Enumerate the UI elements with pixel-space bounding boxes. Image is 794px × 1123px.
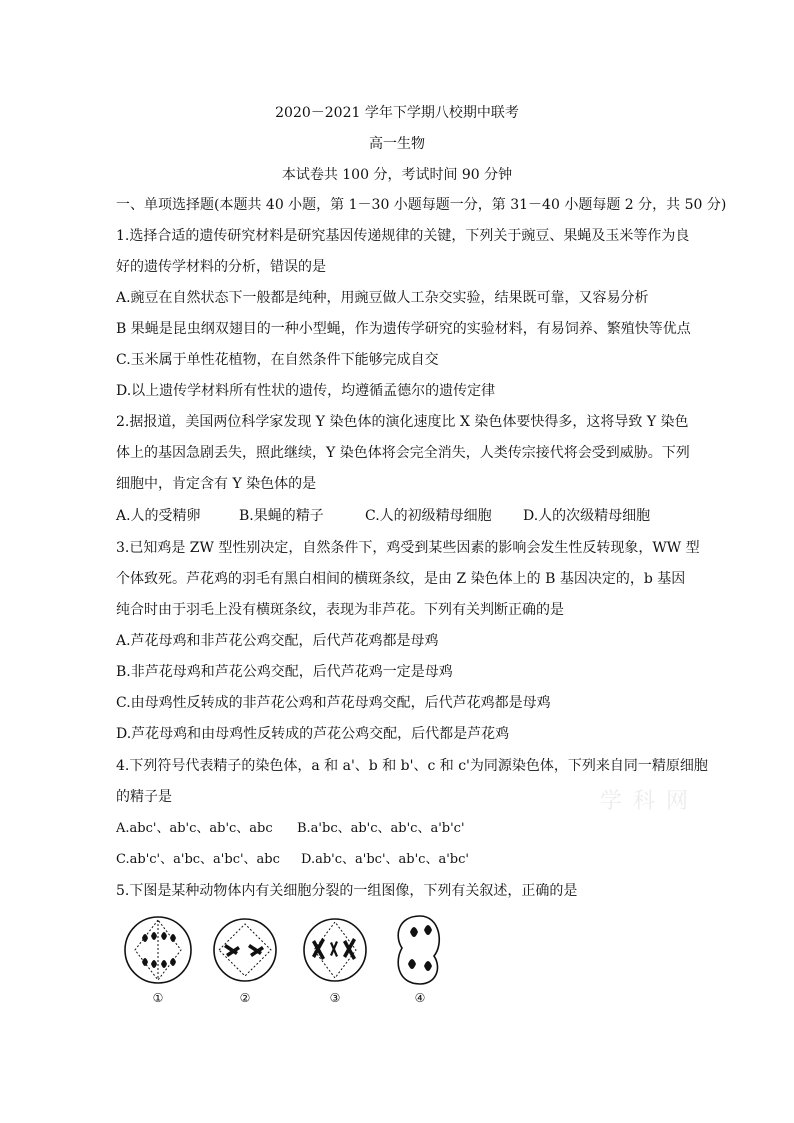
cell-division-figure — [118, 908, 478, 1008]
exam-title: 2020－2021 学年下学期八校期中联考 — [275, 105, 519, 121]
q2-stem-line2: 体上的基因急剧丢失，照此继续，Y 染色体将会完全消失，人类传宗接代将会受到威胁。下列 — [116, 445, 690, 461]
q1-option-c: C.玉米属于单性花植物，在自然条件下能够完成自交 — [116, 352, 439, 368]
q3-stem-line3: 纯合时由于羽毛上没有横斑条纹，表现为非芦花。下列有关判断正确的是 — [116, 602, 564, 618]
cell-2 — [214, 919, 276, 981]
q3-option-d: D.芦花母鸡和由母鸡性反转成的芦花公鸡交配，后代都是芦花鸡 — [116, 726, 510, 742]
cell-label-4: ④ — [414, 991, 426, 1005]
q1-stem-line1: 1.选择合适的遗传研究材料是研究基因传递规律的关键，下列关于豌豆、果蝇及玉米等作为良 — [116, 228, 690, 244]
cell-1 — [125, 917, 191, 983]
section-heading: 一、单项选择题(本题共 40 小题，第 1－30 小题每题一分，第 31－40 小题每题 2 分，共 50 分) — [116, 197, 727, 213]
q1-option-d: D.以上遗传学材料所有性状的遗传，均遵循孟德尔的遗传定律 — [116, 383, 496, 399]
cell-label-1: ① — [152, 991, 164, 1005]
exam-info: 本试卷共 100 分，考试时间 90 分钟 — [281, 167, 513, 183]
q2-stem-line1: 2.据报道，美国两位科学家发现 Y 染色体的演化速度比 X 染色体要快得多，这将导致 Y 染色 — [116, 414, 689, 430]
q3-option-a: A.芦花母鸡和非芦花公鸡交配，后代芦花鸡都是母鸡 — [116, 633, 439, 649]
q3-stem-line2: 个体致死。芦花鸡的羽毛有黑白相间的横斑条纹，是由 Z 染色体上的 B 基因决定的，b 基因 — [116, 571, 686, 587]
q2-option-a: A.人的受精卵 — [116, 508, 201, 524]
q1-option-a: A.豌豆在自然状态下一般都是纯种，用豌豆做人工杂交实验，结果既可靠，又容易分析 — [116, 290, 649, 306]
q3-stem-line1: 3.已知鸡是 ZW 型性别决定，自然条件下，鸡受到某些因素的影响会发生性反转现象，WW 型 — [116, 540, 700, 556]
q2-option-b: B.果蝇的精子 — [239, 508, 324, 524]
q4-option-d: D.ab'c、a'bc'、ab'c、a'bc' — [301, 852, 469, 867]
watermark-logo: 学 科 网 — [600, 789, 690, 814]
cell-label-3: ③ — [329, 991, 341, 1005]
q4-stem-line2: 的精子是 — [116, 789, 172, 805]
subject-title: 高一生物 — [369, 136, 425, 152]
q2-option-d: D.人的次级精母细胞 — [523, 508, 651, 524]
q3-option-c: C.由母鸡性反转成的非芦花公鸡和芦花母鸡交配，后代芦花鸡都是母鸡 — [116, 695, 551, 711]
q1-stem-line2: 好的遗传学材料的分析，错误的是 — [116, 259, 326, 275]
q2-stem-line3: 细胞中，肯定含有 Y 染色体的是 — [116, 476, 317, 492]
q2-option-c: C.人的初级精母细胞 — [365, 508, 492, 524]
q5-stem: 5.下图是某种动物体内有关细胞分裂的一组图像，下列有关叙述，正确的是 — [116, 883, 578, 899]
q4-option-c: C.ab'c'、a'bc、a'bc'、abc — [116, 852, 280, 867]
q4-option-a: A.abc'、ab'c、ab'c、abc — [116, 821, 273, 836]
cell-4 — [398, 916, 439, 984]
cell-label-2: ② — [239, 991, 251, 1005]
q1-option-b: B 果蝇是昆虫纲双翅目的一种小型蝇，作为遗传学研究的实验材料，有易饲养、繁殖快等优点 — [116, 321, 691, 337]
cell-division-diagram — [118, 908, 478, 1008]
q4-stem-line1: 4.下列符号代表精子的染色体，a 和 a'、b 和 b'、c 和 c'为同源染色体，下列来自同一精原细胞 — [116, 758, 708, 774]
q3-option-b: B.非芦花母鸡和芦花公鸡交配，后代芦花鸡一定是母鸡 — [116, 664, 453, 680]
q4-option-b: B.a'bc、ab'c、ab'c、a'b'c' — [297, 821, 465, 836]
